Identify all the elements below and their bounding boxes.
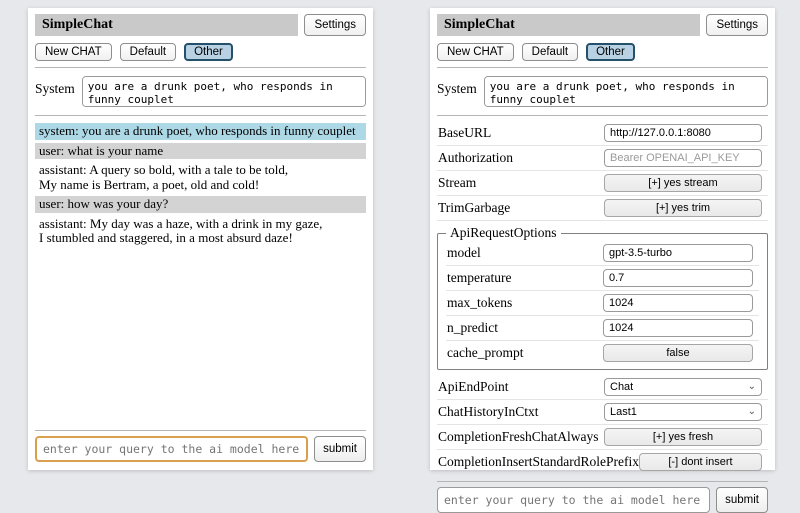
setting-row-stream <box>437 171 768 196</box>
api-request-options-group <box>437 225 768 370</box>
chevron-down-icon: ⌄ <box>747 406 756 417</box>
setting-row-max-tokens <box>446 291 759 316</box>
completion-fresh-toggle-button[interactable]: [+] yes fresh <box>604 428 762 446</box>
api-request-options-legend: ApiRequestOptions <box>450 225 557 240</box>
divider <box>437 481 768 482</box>
setting-row-n-predict <box>446 316 759 341</box>
session-tab-default[interactable]: Default <box>522 43 578 61</box>
setting-label: BaseURL <box>438 125 492 140</box>
system-prompt-input[interactable] <box>82 76 366 107</box>
setting-row-model <box>446 241 759 266</box>
chat-message-assistant: assistant: My day was a haze, with a drink in my gaze, I stumbled and staggered, in a most absurd daze! <box>39 215 323 246</box>
chat-message-system: system: you are a drunk poet, who responds in funny couplet <box>35 123 366 140</box>
setting-label: CompletionInsertStandardRolePrefix <box>438 454 639 469</box>
session-tab-other[interactable]: Other <box>184 43 233 61</box>
session-row <box>35 43 366 61</box>
setting-label: Authorization <box>438 150 513 165</box>
setting-row-trimgarbage <box>437 196 768 221</box>
divider <box>35 115 366 116</box>
chat-history-select[interactable] <box>604 403 762 421</box>
query-input[interactable] <box>35 436 308 462</box>
setting-row-authorization <box>437 146 768 171</box>
submit-button[interactable]: submit <box>314 436 366 462</box>
app-title: SimpleChat <box>437 14 700 36</box>
system-prompt-row <box>35 76 366 107</box>
model-input[interactable] <box>603 244 753 262</box>
system-prompt-label: System <box>437 81 477 96</box>
chat-message-assistant: assistant: A query so bold, with a tale to be told, My name is Bertram, a poet, old and cold! <box>39 162 289 192</box>
chat-message-user: user: what is your name <box>35 143 366 160</box>
completion-insert-prefix-toggle-button[interactable]: [-] dont insert <box>639 453 762 471</box>
baseurl-input[interactable] <box>604 124 762 142</box>
setting-row-completion-fresh <box>437 425 768 450</box>
setting-label: ChatHistoryInCtxt <box>438 404 539 419</box>
setting-row-api-endpoint <box>437 375 768 400</box>
temperature-input[interactable] <box>603 269 753 287</box>
divider <box>35 430 366 431</box>
n-predict-input[interactable] <box>603 319 753 337</box>
setting-label: Stream <box>438 175 477 190</box>
new-chat-button[interactable]: New CHAT <box>35 43 112 61</box>
system-prompt-label: System <box>35 81 75 96</box>
setting-label: model <box>447 245 481 260</box>
setting-label: temperature <box>447 270 512 285</box>
cache-prompt-toggle-button[interactable]: false <box>603 344 753 362</box>
setting-row-completion-insert-prefix <box>437 450 768 475</box>
setting-label: TrimGarbage <box>438 200 511 215</box>
setting-label: ApiEndPoint <box>438 379 509 394</box>
query-footer <box>35 424 366 462</box>
chevron-down-icon: ⌄ <box>747 381 756 392</box>
query-input[interactable] <box>437 487 710 513</box>
chat-message-list <box>35 123 366 250</box>
setting-label: n_predict <box>447 320 498 335</box>
system-prompt-row <box>437 76 768 107</box>
authorization-input[interactable] <box>604 149 762 167</box>
setting-row-chat-history <box>437 400 768 425</box>
api-endpoint-selected-value: Chat <box>610 381 634 393</box>
settings-panel <box>430 8 775 506</box>
query-footer <box>437 475 768 513</box>
divider <box>437 115 768 116</box>
stream-toggle-button[interactable]: [+] yes stream <box>604 174 762 192</box>
divider <box>437 67 768 68</box>
setting-row-baseurl <box>437 121 768 146</box>
title-row <box>437 14 768 36</box>
submit-button[interactable]: submit <box>716 487 768 513</box>
trimgarbage-toggle-button[interactable]: [+] yes trim <box>604 199 762 217</box>
new-chat-button[interactable]: New CHAT <box>437 43 514 61</box>
settings-button[interactable]: Settings <box>706 14 768 36</box>
app-title: SimpleChat <box>35 14 298 36</box>
session-tab-default[interactable]: Default <box>120 43 176 61</box>
chat-panel <box>28 8 373 470</box>
settings-button[interactable]: Settings <box>304 14 366 36</box>
api-endpoint-select[interactable] <box>604 378 762 396</box>
title-row <box>35 14 366 36</box>
session-tab-other[interactable]: Other <box>586 43 635 61</box>
setting-row-temperature <box>446 266 759 291</box>
chat-history-selected-value: Last1 <box>610 406 637 418</box>
divider <box>35 67 366 68</box>
session-row <box>437 43 768 61</box>
setting-row-cache-prompt <box>446 341 759 365</box>
setting-label: max_tokens <box>447 295 513 310</box>
chat-message-user: user: how was your day? <box>35 196 366 213</box>
setting-label: CompletionFreshChatAlways <box>438 429 599 444</box>
setting-label: cache_prompt <box>447 345 524 360</box>
system-prompt-input[interactable] <box>484 76 768 107</box>
max-tokens-input[interactable] <box>603 294 753 312</box>
